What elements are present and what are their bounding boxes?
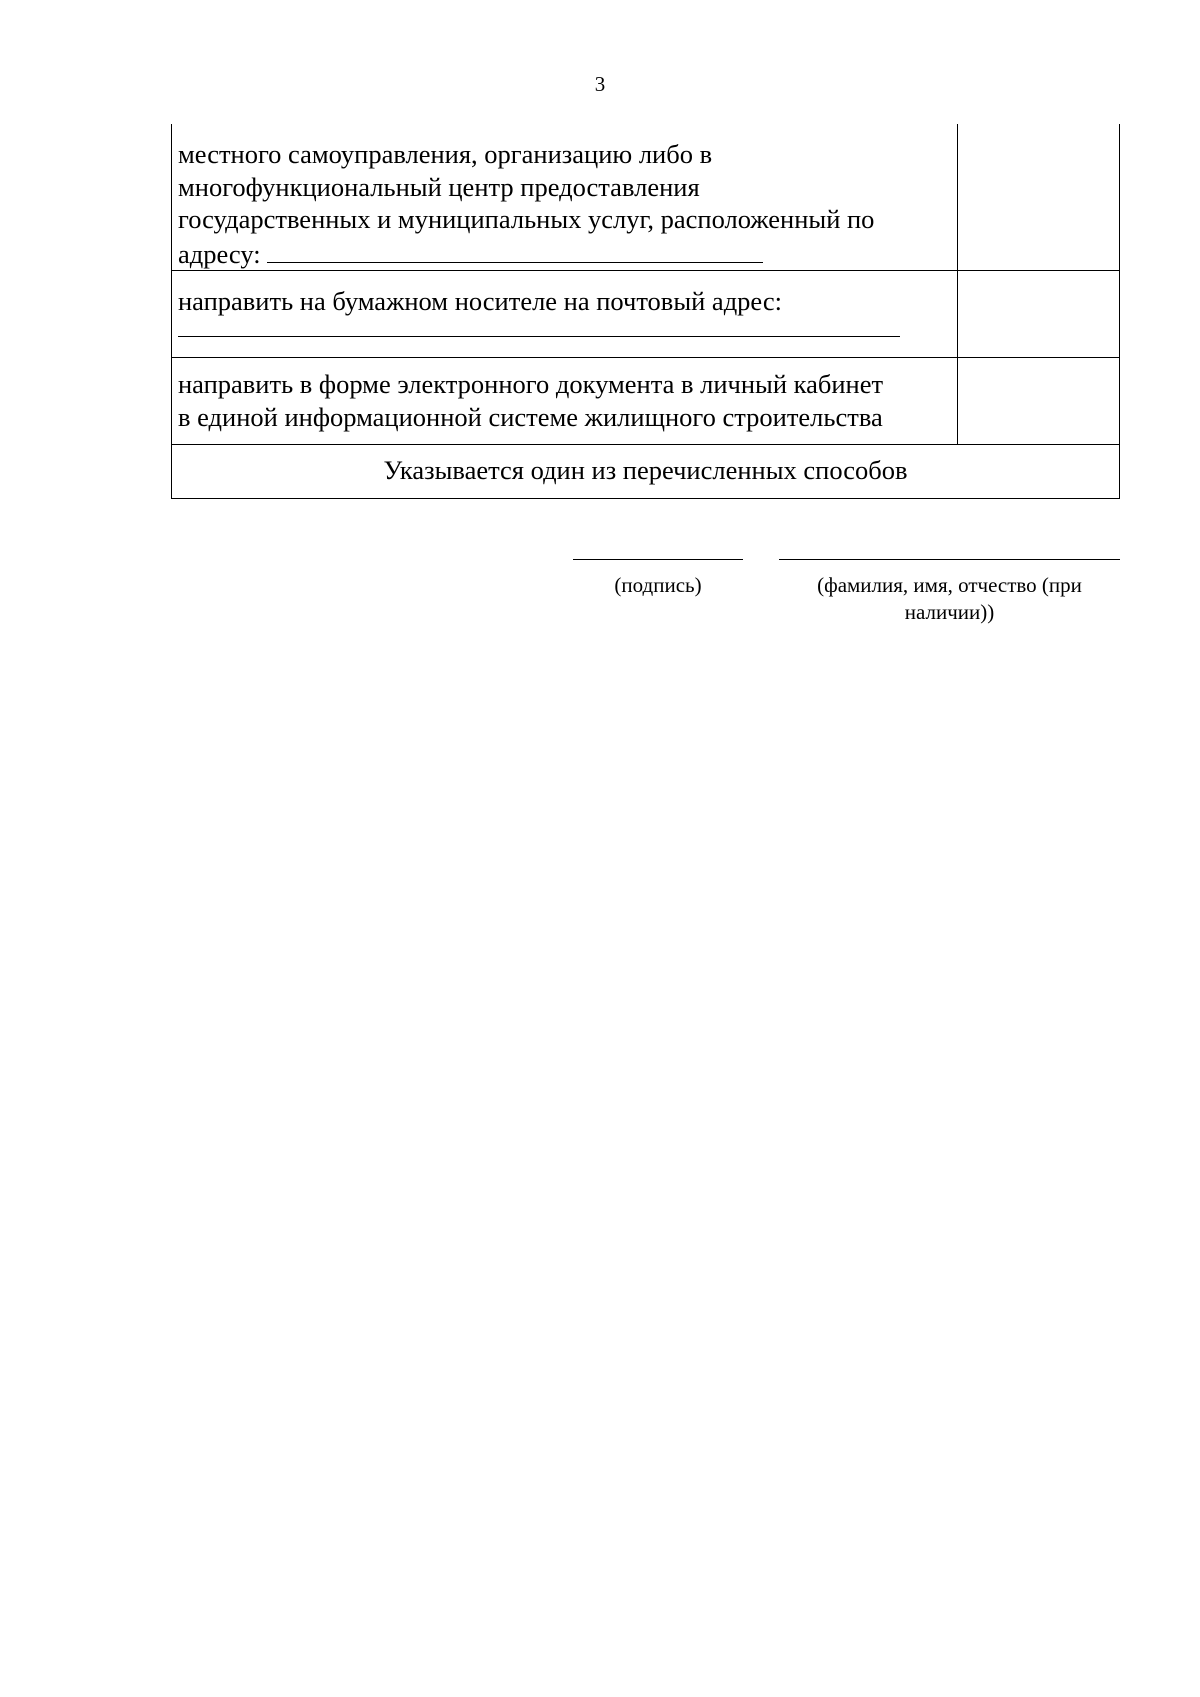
method-description-cell	[172, 124, 958, 271]
method-text-line: государственных и муниципальных услуг, расположенный по	[178, 204, 875, 234]
delivery-method-table	[171, 124, 1120, 499]
table-row	[172, 358, 1120, 445]
method-check-cell[interactable]	[958, 124, 1120, 271]
method-description-cell	[172, 271, 958, 358]
table-note-row	[172, 445, 1120, 499]
signature-caption: (подпись)	[614, 573, 702, 597]
postal-address-blank-field[interactable]	[178, 320, 900, 337]
method-text-line: местного самоуправления, организацию либо в	[178, 139, 713, 169]
address-line	[178, 236, 951, 271]
table-row	[172, 124, 1120, 271]
full-name-line[interactable]	[779, 559, 1120, 560]
table-row	[172, 271, 1120, 358]
address-label: адресу:	[178, 238, 261, 269]
table-note: Указывается один из перечисленных способов	[172, 445, 1120, 499]
address-blank-field[interactable]	[267, 236, 763, 263]
method-description-cell	[172, 358, 958, 445]
method-text-line: направить в форме электронного документа в личный кабинет	[178, 369, 884, 399]
signature-line[interactable]	[573, 559, 743, 560]
method-text-line: направить на бумажном носителе на почтовый адрес:	[178, 286, 782, 316]
method-check-cell[interactable]	[958, 271, 1120, 358]
full-name-caption-line: наличии))	[904, 600, 995, 624]
page-number: 3	[594, 72, 606, 96]
method-text-line: многофункциональный центр предоставления	[178, 171, 700, 202]
full-name-caption	[779, 572, 1120, 626]
method-check-cell[interactable]	[958, 358, 1120, 445]
method-text-line: в единой информационной системе жилищного строительства	[178, 401, 883, 432]
full-name-caption-line: (фамилия, имя, отчество (при	[817, 573, 1082, 597]
